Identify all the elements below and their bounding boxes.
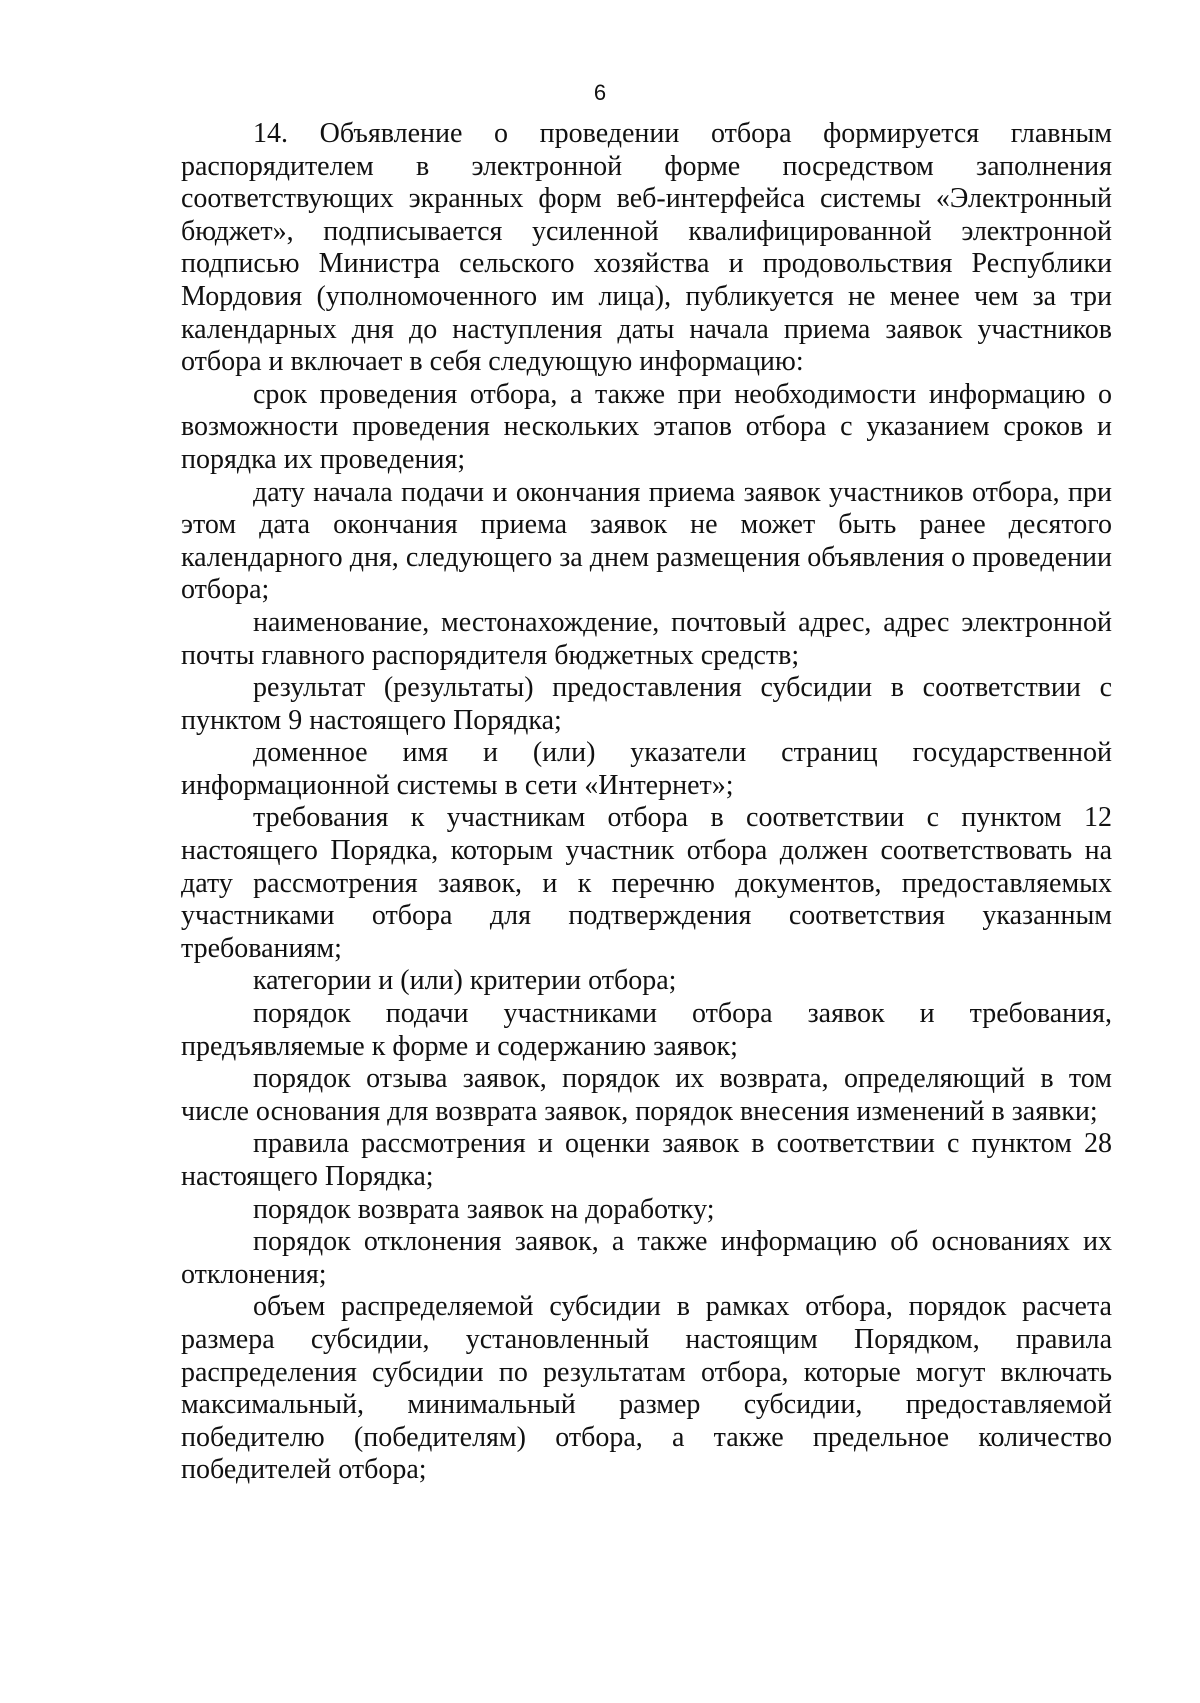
list-item: порядок подачи участниками отбора заявок и требования, предъявляемые к форме и содержанию заявок;: [181, 998, 1112, 1062]
list-item: порядок возврата заявок на доработку;: [253, 1193, 715, 1225]
list-item: наименование, местонахождение, почтовый адрес, адрес электронной почты главного распорядителя бюджетных средств;: [181, 606, 1112, 671]
list-item: требования к участникам отбора в соответствии с пунктом 12 настоящего Порядка, которым участник отбора должен соответствовать на дату рассмотрения заявок, и к перечню документов, предоставляемых участниками отбора для подтверждения соответствия указанным требованиям;: [181, 802, 1112, 964]
list-item: правила рассмотрения и оценки заявок в соответствии с пунктом 28 настоящего Порядка;: [181, 1128, 1112, 1192]
list-item: срок проведения отбора, а также при необходимости информацию о возможности проведения нескольких этапов отбора с указанием сроков и порядка их проведения;: [181, 378, 1112, 475]
list-item: доменное имя и (или) указатели страниц государственной информационной системы в сети «Интернет»;: [181, 737, 1112, 801]
document-body: [181, 118, 1112, 1487]
paragraph-14-intro: 14. Объявление о проведении отбора формируется главным распорядителем в электронной форме посредством заполнения соответствующих экранных форм веб-интерфейса системы «Электронный бюджет», подписывается усиленной квалифицированной электронной подписью Министра сельского хозяйства и продовольствия Республики Мордовия (уполномоченного им лица), публикуется не менее чем за три календарных дня до наступления даты начала приема заявок участников отбора и включает в себя следующую информацию:: [181, 118, 1112, 378]
list-item: дату начала подачи и окончания приема заявок участников отбора, при этом дата окончания приема заявок не может быть ранее десятого календарного дня, следующего за днем размещения объявления о проведении отбора;: [181, 476, 1112, 606]
list-item: порядок отзыва заявок, порядок их возврата, определяющий в том числе основания для возврата заявок, порядок внесения изменений в заявки;: [181, 1063, 1112, 1127]
page-number: 6: [593, 80, 607, 105]
list-item: результат (результаты) предоставления субсидии в соответствии с пунктом 9 настоящего Порядка;: [181, 672, 1112, 736]
list-item: объем распределяемой субсидии в рамках отбора, порядок расчета размера субсидии, установленный настоящим Порядком, правила распределения субсидии по результатам отбора, которые могут включать максимальный, минимальный размер субсидии, предоставляемой победителю (победителям) отбора, а также предельное количество победителей отбора;: [181, 1291, 1112, 1486]
list-item: категории и (или) критерии отбора;: [253, 965, 677, 997]
list-item: порядок отклонения заявок, а также информацию об основаниях их отклонения;: [181, 1226, 1112, 1290]
